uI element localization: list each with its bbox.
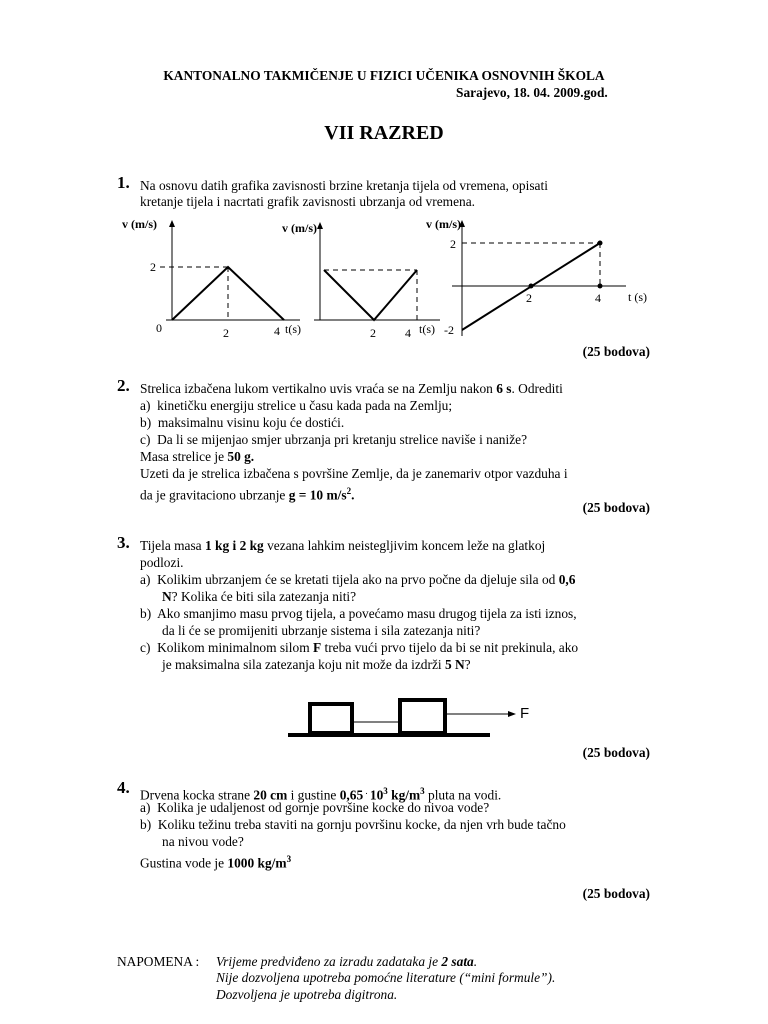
note-line1: Vrijeme predviđeno za izradu zadataka je 2 sata. [216,954,478,969]
q2-condition-1: Uzeti da je strelica izbačena s površine Zemlje, da je zanemariv otpor vazduha i [140,466,568,481]
q4-item-b2: na nivou vode? [162,834,244,849]
g1-ylabel: v (m/s) [122,217,157,231]
header-date: Sarajevo, 18. 04. 2009.god. [456,85,608,100]
g2-ylabel: v (m/s) [282,221,317,235]
g1-ytick: 2 [150,260,156,274]
q1-points: (25 bodova) [582,344,650,359]
note-line2: Nije dozvoljena upotreba pomoćne literature (“mini formule”). [216,970,556,985]
grade-title: VII RAZRED [324,122,444,144]
q1-number: 1. [117,173,130,192]
q1-line2: kretanje tijela i nacrtati grafik zavisnosti ubrzanja od vremena. [140,194,475,209]
q3-item-a2: N? Kolika će biti sila zatezanja niti? [162,589,357,604]
q4-number: 4. [117,778,130,797]
header-title: KANTONALNO TAKMIČENJE U FIZICI UČENIKA OSNOVNIH ŠKOLA [163,68,605,83]
q2-item-c: c) Da li se mijenjao smjer ubrzanja pri kretanju strelice naviše i naniže? [140,432,528,447]
force-label: F [520,705,530,722]
q2-item-b: b) maksimalnu visinu koju će dostići. [140,415,345,430]
blocks-diagram [280,690,550,742]
block-1 [310,704,352,733]
g3-xlabel: t (s) [628,290,647,304]
q3-item-c2: je maksimalna sila zatezanja koju nit može da izdrži 5 N? [162,657,471,672]
g3-xtick-4: 4 [595,291,601,305]
q4-item-b1: b) Koliku težinu treba staviti na gornju površinu kocke, da njen vrh bude tačno [140,817,566,832]
q2-condition-2: da je gravitaciono ubrzanje g = 10 $m/s^2$. [140,486,355,503]
q3-number: 3. [117,533,130,552]
g3-ylabel: v (m/s) [426,217,461,231]
g1-xtick-4: 4 [274,324,280,338]
q3-line2: podlozi. [140,555,184,570]
g1-xtick-2: 2 [223,326,229,340]
q2-intro: Strelica izbačena lukom vertikalno uvis vraća se na Zemlju nakon 6 s. Odrediti [140,381,563,396]
g3-ytick-neg2: -2 [444,323,454,337]
q3-line1: Tijela masa 1 kg i 2 kg vezana lahkim neistegljivim koncem leže na glatkoj [140,538,546,553]
q2-item-a: a) kinetičku energiju strelice u času kada pada na Zemlju; [140,398,453,413]
note-line3: Dozvoljena je upotreba digitrona. [216,987,398,1002]
q3-points: (25 bodova) [582,745,650,760]
g1-xtick-0: 0 [156,321,162,335]
note-label: NAPOMENA : [117,954,200,969]
g2-xlabel: t(s) [419,322,435,336]
block-2 [400,700,445,733]
g1-xlabel: t(s) [285,322,301,336]
g3-xtick-2: 2 [526,291,532,305]
g2-xtick-4: 4 [405,326,411,340]
q2-number: 2. [117,376,130,395]
q3-item-b2: da li će se promijeniti ubrzanje sistema i sila zatezanja niti? [162,623,481,638]
q3-item-b1: b) Ako smanjimo masu prvog tijela, a povećamo masu drugog tijela za isti iznos, [140,606,577,621]
q3-item-c1: c) Kolikom minimalnom silom F treba vući prvo tijelo da bi se nit prekinula, ako [140,640,579,655]
q3-item-a1: a) Kolikim ubrzanjem će se kretati tijela ako na prvo počne da djeluje sila od 0,6 [140,572,576,587]
g3-ytick-2: 2 [450,237,456,251]
q1-line1: Na osnovu datih grafika zavisnosti brzine kretanja tijela od vremena, opisati [140,178,548,193]
q4-density: Gustina vode je 1000 $kg/m^3$ [140,854,292,871]
g2-xtick-2: 2 [370,326,376,340]
q2-mass: Masa strelice je 50 g. [140,449,255,464]
q4-points: (25 bodova) [582,886,650,901]
q4-line1: Drvena kocka strane 20 cm i gustine 0,65 . $10^3$ $kg/m^3$ pluta na vodi. [140,786,502,803]
graph-3 [420,212,660,344]
q4-item-a: a) Kolika je udaljenost od gornje površine kocke do nivoa vode? [140,800,490,815]
q2-points: (25 bodova) [582,500,650,515]
